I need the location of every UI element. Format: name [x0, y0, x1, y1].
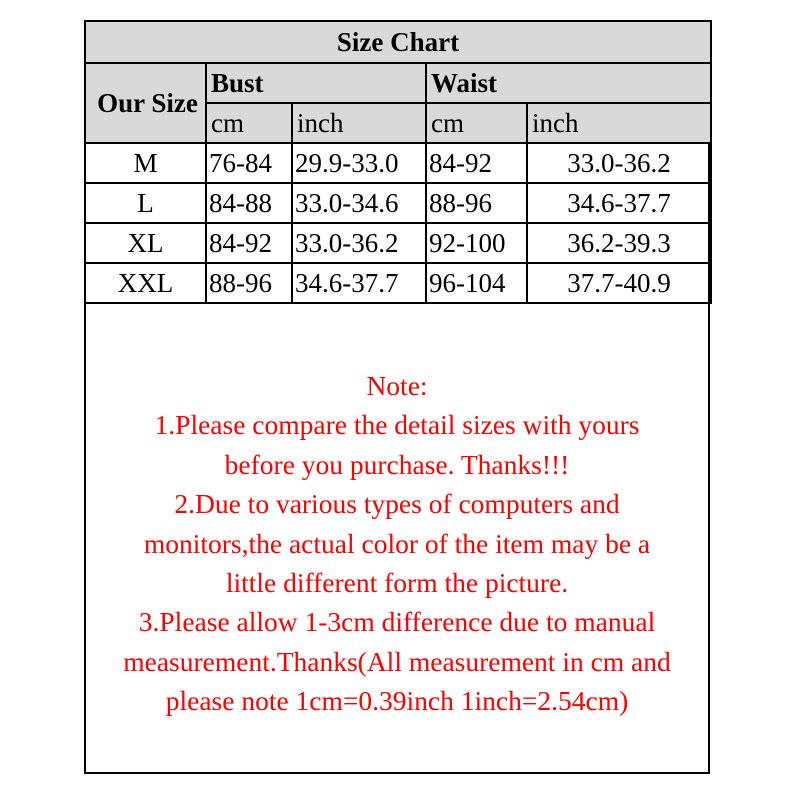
note-heading: Note:: [366, 370, 428, 401]
note-line: 1.Please compare the detail sizes with yours: [154, 409, 640, 441]
note-line: monitors,the actual color of the item may be a: [143, 527, 651, 559]
table-title: Size Chart: [85, 21, 711, 63]
bust-cm-cell: 76-84: [206, 143, 292, 183]
note-line: little different form the picture.: [225, 567, 569, 599]
bust-inch-cell: 33.0-34.6: [292, 183, 426, 223]
note-line: please note 1cm=0.39inch 1inch=2.54cm): [165, 685, 629, 717]
waist-cm-header: cm: [426, 103, 527, 143]
waist-cm-cell: 92-100: [426, 223, 527, 263]
bust-cm-header: cm: [206, 103, 292, 143]
waist-inch-cell: 33.0-36.2: [527, 143, 711, 183]
waist-inch-header: inch: [527, 103, 711, 143]
size-cell: XL: [85, 223, 206, 263]
note-line: 3.Please allow 1-3cm difference due to manual: [138, 606, 656, 638]
size-cell: L: [85, 183, 206, 223]
table-row: [85, 223, 711, 263]
table-row: [85, 183, 711, 223]
waist-cm-cell: 96-104: [426, 263, 527, 303]
waist-cm-cell: 84-92: [426, 143, 527, 183]
bust-inch-cell: 33.0-36.2: [292, 223, 426, 263]
waist-inch-cell: 36.2-39.3: [527, 223, 711, 263]
note-line: before you purchase. Thanks!!!: [224, 448, 570, 480]
notes-block: [86, 366, 708, 721]
note-line: 2.Due to various types of computers and: [174, 488, 620, 520]
bust-cm-cell: 88-96: [206, 263, 292, 303]
size-chart-table: [84, 20, 712, 304]
size-cell: M: [85, 143, 206, 183]
table-row: [85, 143, 711, 183]
bust-header: Bust: [206, 63, 426, 103]
title-row: [85, 21, 711, 63]
bust-cm-cell: 84-92: [206, 223, 292, 263]
bust-inch-cell: 29.9-33.0: [292, 143, 426, 183]
bust-cm-cell: 84-88: [206, 183, 292, 223]
table-row: [85, 263, 711, 303]
waist-header: Waist: [426, 63, 711, 103]
group-header-row: [85, 63, 711, 103]
waist-cm-cell: 88-96: [426, 183, 527, 223]
our-size-header: Our Size: [85, 63, 206, 143]
size-cell: XXL: [85, 263, 206, 303]
bust-inch-header: inch: [292, 103, 426, 143]
waist-inch-cell: 37.7-40.9: [527, 263, 711, 303]
waist-inch-cell: 34.6-37.7: [527, 183, 711, 223]
note-line: measurement.Thanks(All measurement in cm and: [123, 645, 671, 677]
bust-inch-cell: 34.6-37.7: [292, 263, 426, 303]
